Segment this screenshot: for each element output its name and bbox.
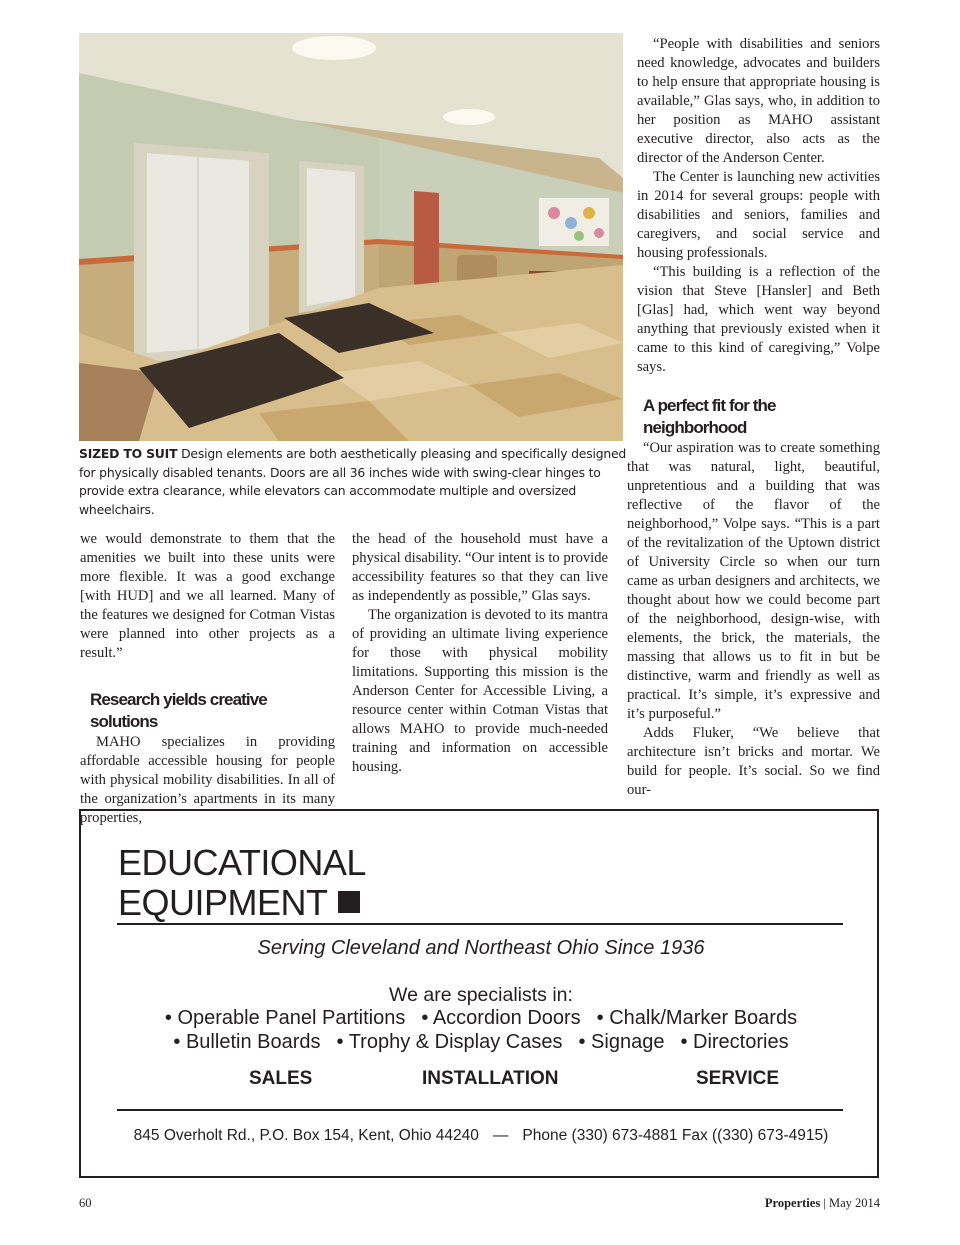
paragraph: “This building is a reflection of the vision that Steve [Hansler] and Beth [Glas] had, which went way beyond anything that previously existed when it came to this kind of caregiving,” Volpe says. [637, 264, 880, 375]
specialty-item: • Chalk/Marker Boards [596, 1007, 798, 1029]
divider [117, 1109, 843, 1111]
service-sales: SALES [249, 1068, 313, 1089]
paragraph: Adds Fluker, “We believe that architecture isn’t bricks and mortar. We build for people. It’s social. So we find our- [627, 725, 880, 798]
caption-text: Design elements are both aesthetically pleasing and specifically designed for physically disabled tenants. Doors are all 36 inches wide with swing-clear hinges to provide extra clearance, while elevators can accommodate multiple and oversized wheelchairs. [79, 446, 627, 517]
paragraph: we would demonstrate to them that the amenities we built into these units were more flexible. It was a good exchange [with HUD] and we all learned. Many of the features we designed for Cotman Vistas were planned into other projects as a result.” [80, 531, 335, 661]
article-column-2 [352, 530, 608, 777]
advertisement [79, 809, 879, 1178]
page-number: 60 [79, 1196, 92, 1210]
magazine-name: Properties [764, 1196, 821, 1210]
magazine-folio [765, 1196, 880, 1211]
section-heading-neighborhood: A perfect fit for the neighborhood [643, 396, 776, 437]
service-installation: INSTALLATION [422, 1068, 559, 1089]
ad-dash: — [492, 1127, 509, 1144]
specialty-item: • Bulletin Boards [173, 1031, 321, 1053]
specialty-item: • Operable Panel Partitions [164, 1007, 406, 1029]
section-heading-research: Research yields creative solutions [90, 690, 267, 731]
ad-specialties-row-2 [81, 1031, 881, 1054]
ad-address: 845 Overholt Rd., P.O. Box 154, Kent, Ohio 44240 [133, 1127, 479, 1144]
ad-intro: We are specialists in: [389, 984, 573, 1006]
paragraph: MAHO specializes in providing affordable accessible housing for people with physical mobility disabilities. In all of the organization’s apartments in its many properties, [80, 734, 335, 826]
paragraph: “People with disabilities and seniors need knowledge, advocates and builders to help ensure that appropriate housing is available,” Glas says, who, in addition to her position as MAHO assistant executive director, also acts as the director of the Anderson Center. [637, 36, 880, 166]
service-service: SERVICE [696, 1068, 780, 1089]
ad-phone: Phone (330) 673-4881 Fax ((330) 673-4915) [522, 1127, 829, 1144]
specialty-item: • Trophy & Display Cases [336, 1031, 563, 1053]
specialty-item: • Accordion Doors [421, 1007, 581, 1029]
lobby-photo [79, 33, 623, 441]
paragraph: “Our aspiration was to create something that was natural, light, beautiful, unpretentious and a building that was reflective of the flavor of the neighborhood,” Volpe says. “This is a part of the revitalization of the Uptown district of University Circle so when our turn came as urban designers and architects, we thought about how we could become part of the neighborhood, design-wise, with elements, the brick, the materials, the massing that allows us to fit in but be distinctive, warm and friendly as well as practical. It’s simple, it’s expressive and it’s purposeful.” [627, 440, 880, 722]
paragraph: the head of the household must have a physical disability. “Our intent is to provide accessibility features so that they can live as independently as possible,” Glas says. [352, 531, 608, 604]
article-column-3 [627, 35, 880, 800]
ad-tagline: Serving Cleveland and Northeast Ohio Since 1936 [257, 937, 705, 959]
paragraph: The organization is devoted to its mantra of providing an ultimate living experience for those with physical mobility limitations. Supporting this mission is the Anderson Center for Accessible Living, a resource center within Cotman Vistas that allows MAHO to provide much-needed training and information on accessible housing. [352, 607, 608, 775]
ad-title [118, 843, 366, 923]
column-3-top [627, 35, 880, 377]
caption-label: SIZED TO SUIT [79, 446, 178, 461]
article-column-1 [80, 530, 335, 828]
issue-date: | May 2014 [823, 1196, 880, 1210]
ad-contact [81, 1127, 881, 1145]
ad-title-line1: EDUCATIONAL [118, 842, 366, 883]
specialty-item: • Signage [578, 1031, 665, 1053]
ad-title-line2: EQUIPMENT [118, 882, 328, 923]
ad-specialties-row-1 [81, 1007, 881, 1030]
square-icon [338, 891, 360, 913]
divider [117, 923, 843, 925]
specialty-item: • Directories [680, 1031, 789, 1053]
lobby-photo-illustration [79, 33, 623, 441]
photo-caption [79, 445, 627, 519]
paragraph: The Center is launching new activities in 2014 for several groups: people with disabilities and seniors, families and caregivers, and social service and housing professionals. [637, 169, 880, 261]
